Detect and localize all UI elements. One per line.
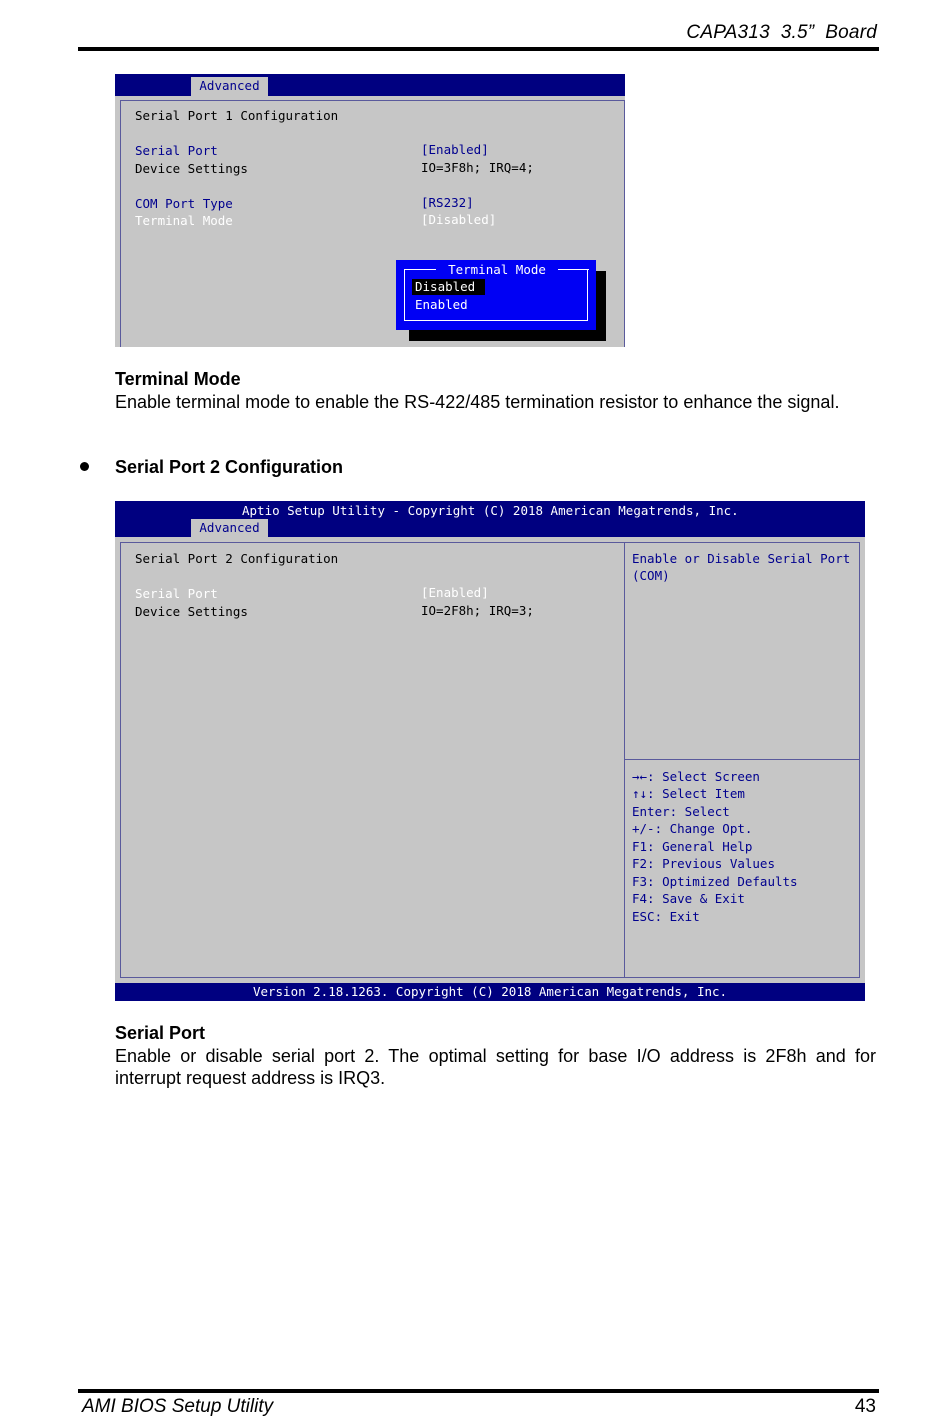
bios-title: Aptio Setup Utility - Copyright (C) 2018 American Megatrends, Inc.: [242, 503, 739, 518]
popup-option-enabled[interactable]: Enabled: [415, 297, 468, 312]
serial-port-description: Enable or disable serial port 2. The optimal setting for base I/O address is 2F8h and for interrupt request address is IRQ3.: [115, 1046, 876, 1088]
section-title: Serial Port 2 Configuration: [135, 551, 339, 566]
key-hint-general-help: F1: General Help: [632, 839, 753, 854]
tab-advanced[interactable]: Advanced: [191, 519, 268, 537]
bullet-icon: [80, 462, 89, 471]
popup-option-disabled[interactable]: Disabled: [415, 279, 476, 294]
serial-port-label[interactable]: Serial Port: [135, 143, 218, 158]
serial-port-label[interactable]: Serial Port: [135, 586, 218, 601]
device-settings-value: IO=2F8h; IRQ=3;: [421, 603, 534, 618]
panel-divider: [624, 542, 625, 978]
help-text-line: (COM): [632, 568, 670, 583]
serial-port-2-heading: Serial Port 2 Configuration: [115, 457, 344, 477]
serial-port-value[interactable]: [Enabled]: [421, 142, 489, 157]
footer-rule: [78, 1389, 879, 1393]
bios-screenshot-serial-port-1: [115, 74, 625, 347]
page-header-title: CAPA313 3.5” Board: [686, 22, 877, 43]
com-port-type-label[interactable]: COM Port Type: [135, 196, 233, 211]
bios-screenshot-serial-port-2: [115, 501, 865, 1001]
bios-version: Version 2.18.1263. Copyright (C) 2018 American Megatrends, Inc.: [252, 984, 728, 999]
help-divider: [624, 759, 860, 760]
terminal-mode-label[interactable]: Terminal Mode: [135, 213, 233, 228]
key-hint-previous-values: F2: Previous Values: [632, 856, 775, 871]
bios-bottom-bar: [115, 983, 865, 1001]
serial-port-value[interactable]: [Enabled]: [421, 585, 489, 600]
page-number: 43: [854, 1396, 876, 1417]
footer-title: AMI BIOS Setup Utility: [82, 1396, 274, 1417]
device-settings-value: IO=3F8h; IRQ=4;: [421, 160, 534, 175]
key-hint-select-item: ↑↓: Select Item: [632, 786, 745, 801]
device-settings-label: Device Settings: [135, 604, 248, 619]
key-hint-enter: Enter: Select: [632, 804, 730, 819]
tab-advanced[interactable]: Advanced: [191, 77, 268, 96]
help-text-line: Enable or Disable Serial Port: [632, 551, 851, 566]
key-hint-optimized-defaults: F3: Optimized Defaults: [632, 874, 798, 889]
terminal-mode-popup: [396, 260, 596, 330]
section-title: Serial Port 1 Configuration: [135, 108, 339, 123]
com-port-type-value[interactable]: [RS232]: [421, 195, 474, 210]
key-hint-exit: ESC: Exit: [632, 909, 700, 924]
terminal-mode-description: Enable terminal mode to enable the RS-422/485 termination resistor to enhance the signal.: [115, 392, 840, 412]
terminal-mode-value[interactable]: [Disabled]: [421, 212, 497, 227]
serial-port-heading: Serial Port: [115, 1023, 206, 1043]
terminal-mode-heading: Terminal Mode: [115, 369, 241, 389]
key-hint-save-exit: F4: Save & Exit: [632, 891, 745, 906]
popup-title: Terminal Mode: [448, 262, 546, 277]
device-settings-label: Device Settings: [135, 161, 248, 176]
key-hint-change-opt: +/-: Change Opt.: [632, 821, 753, 836]
header-rule: [78, 47, 879, 51]
key-hint-select-screen: →←: Select Screen: [632, 769, 760, 784]
